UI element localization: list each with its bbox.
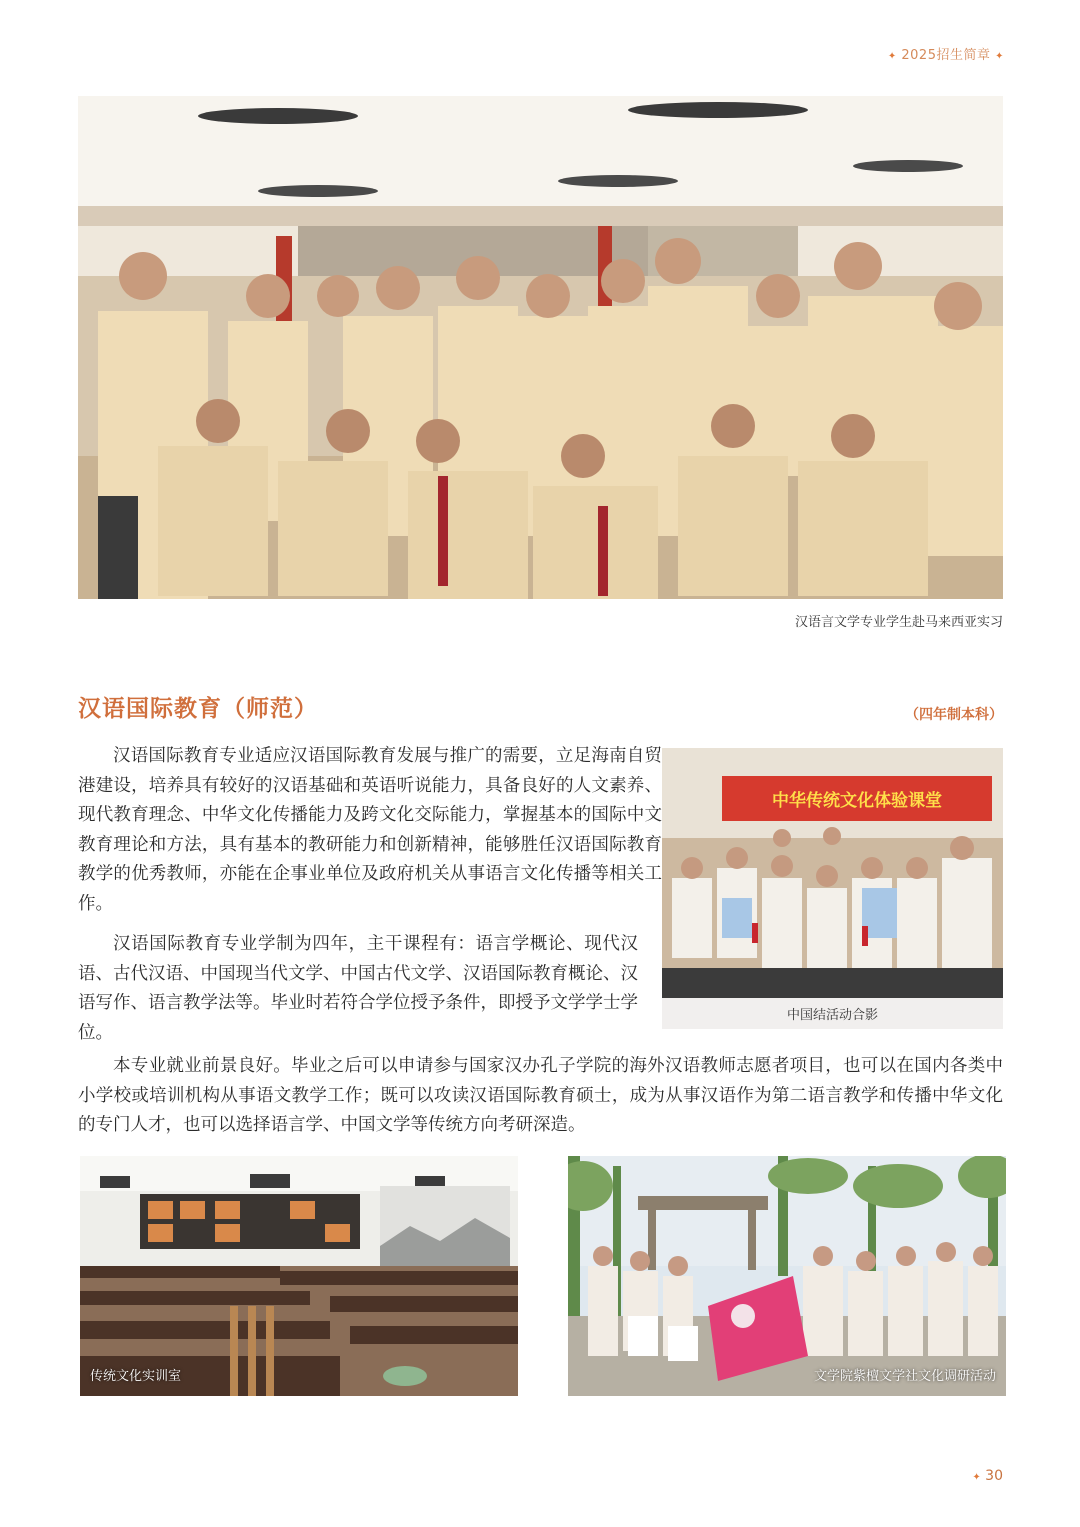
photo-card-chinese-knot xyxy=(662,748,1003,1029)
diamond-icon: ✦ xyxy=(972,1472,981,1483)
section-title: 汉语国际教育（师范） xyxy=(78,696,318,722)
diamond-icon: ✦ xyxy=(995,51,1004,62)
section-duration-tag: （四年制本科） xyxy=(905,707,1003,723)
photo-chinese-knot-group xyxy=(662,748,1003,998)
header-tag xyxy=(888,44,1004,63)
photo-culture-training-room xyxy=(80,1156,518,1396)
paragraph-curriculum: 汉语国际教育专业学制为四年，主干课程有：语言学概论、现代汉语、古代汉语、中国现当代文学、中国古代文学、汉语国际教育概论、汉语写作、语言教学法等。毕业时若符合学位授予条件，即授予文学学士学位。 xyxy=(78,934,638,1043)
photo-literature-society-trip xyxy=(568,1156,1006,1396)
page-number-text: 30 xyxy=(985,1468,1003,1484)
paragraph-intro: 汉语国际教育专业适应汉语国际教育发展与推广的需要，立足海南自贸港建设，培养具有较好的汉语基础和英语听说能力，具备良好的人文素养、现代教育理念、中华文化传播能力及跨文化交际能力，掌握基本的国际中文教育理论和方法，具有基本的教研能力和创新精神，能够胜任汉语国际教育教学的优秀教师，亦能在企事业单位及政府机关从事语言文化传播等相关工作。 xyxy=(78,746,662,914)
header-tag-text: 2025招生简章 xyxy=(901,48,991,63)
banner-text: 中华传统文化体验课堂 xyxy=(772,791,942,811)
photo-caption-bottom-right: 文学院紫檀文学社文化调研活动 xyxy=(813,1369,996,1384)
photo-students-malaysia xyxy=(78,96,1003,599)
photo-caption-bottom-left: 传统文化实训室 xyxy=(90,1369,182,1384)
paragraph-career: 本专业就业前景良好。毕业之后可以申请参与国家汉办孔子学院的海外汉语教师志愿者项目，也可以在国内各类中小学校或培训机构从事语文教学工作；既可以攻读汉语国际教育硕士，成为从事汉语作为第二语言教学和传播中华文化的专门人才，也可以选择语言学、中国文学等传统方向考研深造。 xyxy=(78,1056,1003,1135)
page-number xyxy=(972,1468,1003,1484)
photo-caption-top: 汉语言文学专业学生赴马来西亚实习 xyxy=(794,615,1003,630)
photo-caption-mid: 中国结活动合影 xyxy=(786,1008,878,1023)
diamond-icon: ✦ xyxy=(887,51,897,62)
